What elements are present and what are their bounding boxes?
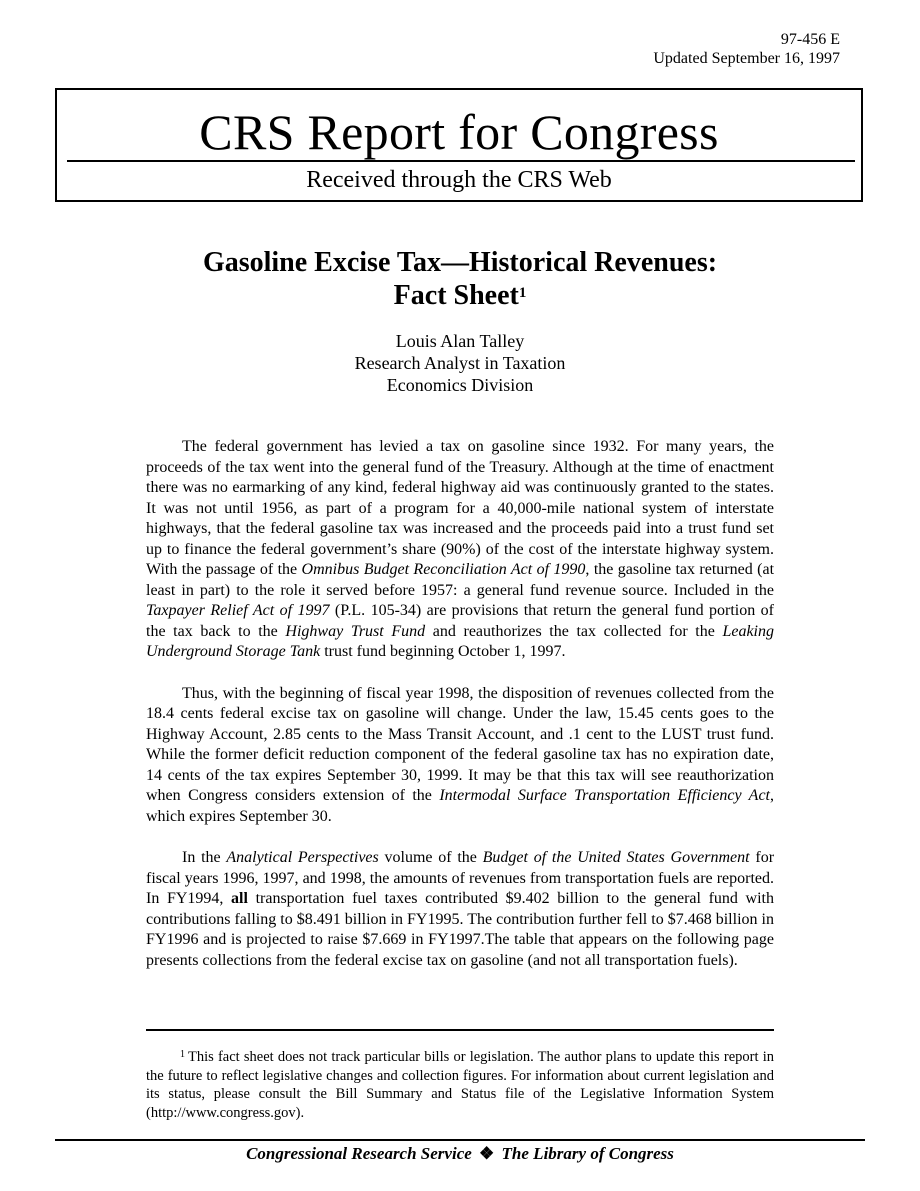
p1-text-3: (P.L. 105-34) are provisions that return the general fund portion of the tax back to the xyxy=(146,602,775,640)
title-footnote-marker[interactable]: 1 xyxy=(518,285,527,301)
p3-italic-2: Budget of the United States Government xyxy=(482,849,750,866)
updated-date: Updated September 16, 1997 xyxy=(653,50,840,67)
masthead-divider xyxy=(67,160,855,162)
author-name: Louis Alan Talley xyxy=(395,331,525,351)
p1-italic-3: Highway Trust Fund xyxy=(285,622,426,640)
footer-divider xyxy=(55,1139,865,1141)
author-title: Research Analyst in Taxation xyxy=(354,353,566,373)
title-line-1: Gasoline Excise Tax—Historical Revenues: xyxy=(202,247,718,278)
body-text xyxy=(146,437,774,992)
page-footer xyxy=(0,1143,920,1164)
p1-text-5: trust fund beginning October 1, 1997. xyxy=(320,643,566,660)
p1-italic-2: Taxpayer Relief Act of 1997 xyxy=(146,602,330,619)
paragraph-3 xyxy=(146,848,774,971)
masthead-box xyxy=(55,88,863,202)
byline xyxy=(146,330,774,396)
report-number: 97-456 E xyxy=(780,31,840,48)
p1-text-2: , the gasoline tax returned (at least in part) to the role it served before 1957: a general fund revenue source. Included in the xyxy=(146,561,775,599)
p2-text-2: , which expires September 30. xyxy=(146,787,775,825)
p3-text-1: In the xyxy=(182,849,227,866)
author-division: Economics Division xyxy=(386,375,534,395)
title-line-2-text: Fact Sheet xyxy=(393,280,519,311)
p3-text-3: for fiscal years 1996, 1997, and 1998, the amounts of revenues from transportation fuels are reported. In FY1994, xyxy=(146,849,775,907)
p1-text-1: The federal government has levied a tax on gasoline since 1932. For many years, the proceeds of the tax went into the general fund of the Treasury. Although at the time of enactment there was no earmarking of any kind, federal highway aid was continuously granted to the states. It was not until 1956, as part of a program for a 40,000-mile national system of interstate highways, that the federal gasoline tax was increased and the proceeds paid into a trust fund set up to finance the federal government’s share (90%) of the cost of the interstate highway system. With the passage of the xyxy=(146,438,774,578)
p3-text-4: transportation fuel taxes contributed $9.402 billion to the general fund with contributions falling to $8.491 billion in FY1995. The contribution further fell to $7.468 billion in FY1996 and is projected to raise $7.669 in FY1997.The table that appears on the following page presents collections from the federal excise tax on gasoline (and not all transportation fuels). xyxy=(146,890,775,969)
p2-text-1: Thus, with the beginning of fiscal year 1998, the disposition of revenues collected from the 18.4 cents federal excise tax on gasoline will change. Under the law, 15.45 cents goes to the Highway Account, 2.85 cents to the Mass Transit Account, and .1 cent to the LUST trust fund. While the former deficit reduction component of the federal gasoline tax has no expiration date, 14 cents of the tax expires September 30, 1999. It may be that this tax will see reauthorization when Congress considers extension of the xyxy=(146,684,774,804)
masthead-subtitle: Received through the CRS Web xyxy=(306,167,612,193)
p1-italic-1: Omnibus Budget Reconciliation Act of 1990 xyxy=(301,561,586,578)
p3-text-2: volume of the xyxy=(378,849,483,866)
p1-italic-4: Leaking Underground Storage Tank xyxy=(146,622,774,660)
footer-library: The Library of Congress xyxy=(501,1144,674,1163)
p3-bold-1: all xyxy=(231,890,248,907)
diamond-separator-icon: ❖ xyxy=(479,1144,495,1163)
document-title xyxy=(146,246,774,312)
title-line-2 xyxy=(146,279,774,312)
footer-org: Congressional Research Service xyxy=(246,1144,472,1163)
report-identifier xyxy=(653,30,840,68)
footnote-1 xyxy=(146,1048,774,1122)
p1-text-4: and reauthorizes the tax collected for the xyxy=(425,622,723,640)
footnote-text: This fact sheet does not track particular bills or legislation. The author plans to update this report in the future to reflect legislative changes and collection figures. For information about current legislation and its status, please consult the Bill Summary and Status file of the Legislative Information System (http://www.congress.gov). xyxy=(146,1049,774,1121)
footnote-divider xyxy=(146,1029,774,1031)
paragraph-1 xyxy=(146,437,774,663)
p2-italic-1: Intermodal Surface Transportation Efficiency Act xyxy=(439,787,771,804)
footnote-marker: 1 xyxy=(180,1049,185,1060)
paragraph-2 xyxy=(146,684,774,828)
p3-italic-1: Analytical Perspectives xyxy=(226,849,379,866)
masthead-title: CRS Report for Congress xyxy=(199,104,719,160)
